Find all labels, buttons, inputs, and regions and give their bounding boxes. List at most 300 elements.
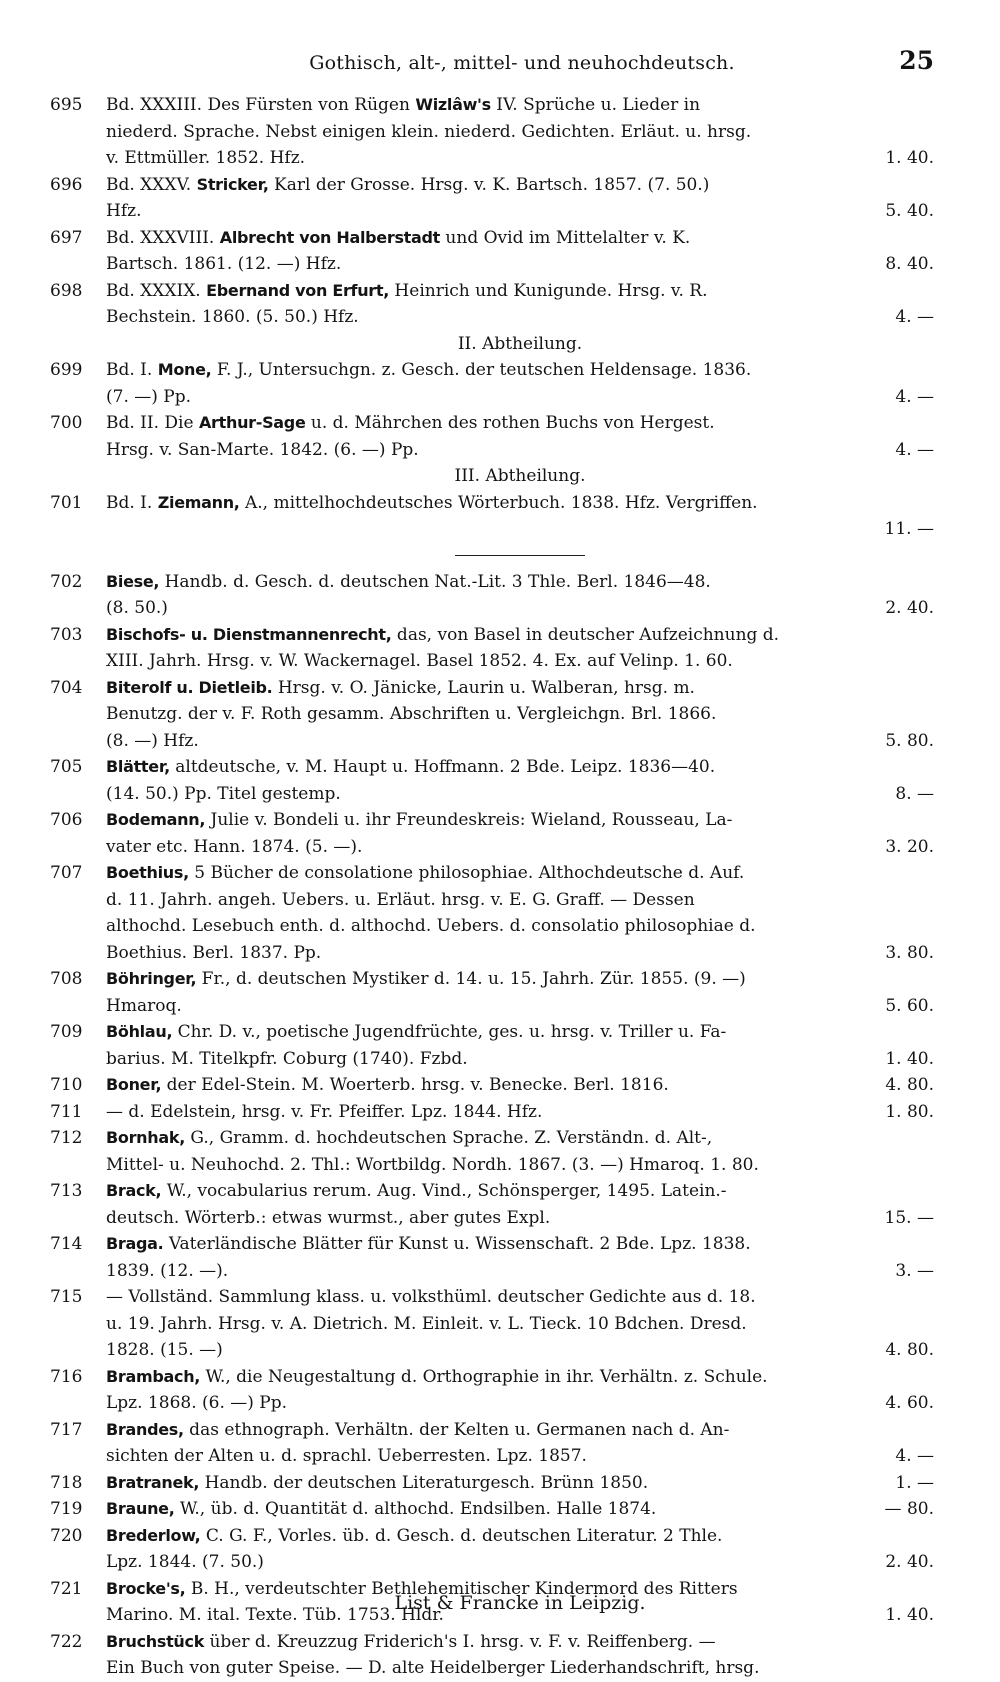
text-segment: G., Gramm. d. hochdeutschen Sprache. Z. Verständn. d. Alt-, [184,1128,713,1148]
running-title: Gothisch, alt-, mittel- und neuhochdeutsch. [309,52,735,74]
entry-text [106,1284,756,1311]
author-name: Biese, [106,571,160,591]
section-divider [50,543,934,569]
divider-line [455,555,585,556]
text-segment: Hrsg. v. San-Marte. 1842. (6. —) Pp. [106,439,419,460]
entry-line [106,913,934,940]
entry-text [106,357,751,384]
catalog-entry [50,1178,934,1231]
entry-line [106,940,934,967]
text-segment: Bd. XXXV. [106,174,197,195]
catalog-entry [50,1019,934,1072]
author-name: Braga. [106,1234,164,1253]
entry-number: 713 [50,1181,83,1201]
entry-line [106,1258,934,1285]
entry-body [106,1178,934,1231]
entry-line [106,490,934,517]
entry-body [106,225,934,278]
entry-text [106,1629,716,1656]
entry-text [106,119,751,146]
entry-number: 698 [50,280,83,301]
price: 1. 40. [885,1048,934,1069]
entry-line [106,1072,934,1099]
entry-number: 711 [50,1101,83,1122]
entry-number: 717 [50,1419,83,1440]
author-name: Brederlow, [106,1525,201,1545]
author-name: Böhringer, [106,969,197,988]
entry-number: 720 [50,1525,83,1546]
text-segment: 1828. (15. —) [106,1340,223,1360]
page-number: 25 [899,46,934,75]
entry-line [106,1417,934,1444]
entry-body [106,92,934,172]
entry-number: 721 [50,1578,83,1599]
entry-line [106,701,934,728]
entry-text [106,1523,722,1550]
text-segment: Lpz. 1844. (7. 50.) [106,1552,264,1572]
text-segment: über d. Kreuzzug Friderich's I. hrsg. v. F. v. Reiffenberg. — [204,1631,716,1652]
entry-text [106,1152,759,1179]
entry-text [106,993,182,1020]
publisher-footer: List & Francke in Leipzig. [394,1592,646,1614]
entry-text [106,410,715,437]
entry-body [106,1523,934,1576]
text-segment: sichten der Alten u. d. sprachl. Ueberresten. Lpz. 1857. [106,1446,587,1466]
text-segment: u. d. Mährchen des rothen Buchs von Hergest. [305,413,715,433]
author-name: Boner, [106,1075,162,1094]
entry-line [106,92,934,119]
author-name: Wizlâw's [415,95,491,114]
entry-body [106,754,934,807]
entry-body [106,1496,934,1523]
entry-text [106,1072,669,1099]
entry-text [106,595,168,622]
entry-text [106,225,690,252]
price: 11. — [884,519,934,539]
section-heading: III. Abtheilung. [454,466,586,486]
entry-body [106,172,934,225]
price: 5. 80. [885,730,934,751]
entry-text [106,622,779,649]
page-header [110,46,934,80]
author-name: Brambach, [106,1366,201,1386]
author-name: Mone, [157,360,212,379]
author-name: Brocke's, [106,1578,186,1598]
entry-line [106,1629,934,1656]
entry-body [106,490,934,543]
price: 15. — [884,1207,934,1228]
entry-number: 715 [50,1287,83,1307]
entry-body [106,966,934,1019]
entry-line [106,1311,934,1338]
author-name: Blätter, [106,757,170,776]
entry-number: 699 [50,360,83,380]
catalog-entry [50,966,934,1019]
author-name: Bischofs- u. Dienstmannenrecht, [106,624,392,644]
entry-text [106,966,746,993]
entry-text [106,1470,648,1497]
author-name: Boethius, [106,863,189,882]
entry-text [106,807,732,834]
text-segment: Mittel- u. Neuhochd. 2. Thl.: Wortbildg. Nordh. 1867. (3. —) Hmaroq. 1. 80. [106,1154,759,1175]
entry-text [106,198,141,225]
text-segment: der Edel-Stein. M. Woerterb. hrsg. v. Benecke. Berl. 1816. [161,1075,669,1095]
entry-body [106,410,934,463]
catalog-entry [50,225,934,278]
text-segment: Boethius. Berl. 1837. Pp. [106,942,322,963]
price: 1. 40. [885,1605,934,1625]
price: 8. 40. [885,254,934,274]
entry-number: 705 [50,757,83,777]
entry-body [106,1470,934,1497]
entry-line [106,410,934,437]
entry-text [106,304,359,331]
text-segment: B. H., verdeutschter Bethlehemitischer Kindermord des Ritters [185,1578,738,1599]
entry-body [106,622,934,675]
catalog-entry [50,807,934,860]
entry-line [106,437,934,464]
entry-text [106,1311,747,1338]
entry-line [106,198,934,225]
entry-text [106,1390,287,1417]
text-segment: d. 11. Jahrh. angeh. Uebers. u. Erläut. hrsg. v. E. G. Graff. — Dessen [106,889,695,910]
catalog-entry [50,490,934,543]
catalog-entry [50,278,934,331]
author-name: Brack, [106,1181,162,1200]
entry-text [106,1417,729,1444]
text-segment: Vaterländische Blätter für Kunst u. Wissenschaft. 2 Bde. Lpz. 1838. [163,1234,751,1254]
author-name: Böhlau, [106,1022,173,1041]
entry-line [106,595,934,622]
text-segment: 1839. (12. —). [106,1260,229,1281]
entry-number: 707 [50,863,83,883]
entry-line [106,781,934,808]
entry-line [106,1470,934,1497]
entry-body [106,1099,934,1126]
text-segment: u. 19. Jahrh. Hrsg. v. A. Dietrich. M. Einleit. v. L. Tieck. 10 Bdchen. Dresd. [106,1313,747,1334]
text-segment: Hmaroq. [106,995,182,1016]
author-name: Ziemann, [157,492,240,512]
entry-text [106,728,199,755]
catalog-entry [50,1470,934,1497]
text-segment: (8. —) Hfz. [106,730,199,751]
text-segment: Bd. XXXVIII. [106,227,220,248]
text-segment: Bd. XXXIII. Des Fürsten von Rügen [106,95,416,115]
entry-text [106,437,419,464]
text-segment: W., die Neugestaltung d. Orthographie in ihr. Verhältn. z. Schule. [200,1366,768,1387]
text-segment: — d. Edelstein, hrsg. v. Fr. Pfeiffer. Lpz. 1844. Hfz. [106,1101,543,1122]
entry-text [106,172,709,199]
entry-body [106,807,934,860]
text-segment: (14. 50.) Pp. Titel gestemp. [106,783,341,804]
price: 4. 80. [885,1340,934,1360]
text-segment: niederd. Sprache. Nebst einigen klein. niederd. Gedichten. Erläut. u. hrsg. [106,121,752,142]
entry-text [106,1496,656,1523]
entry-body [106,860,934,966]
entry-number: 722 [50,1631,83,1652]
catalog-entry [50,860,934,966]
text-segment: Bd. XXXIX. [106,280,207,301]
entry-text [106,648,733,675]
price: 1. 80. [885,1101,934,1122]
entry-text [106,278,707,305]
text-segment: Bartsch. 1861. (12. —) Hfz. [106,254,342,274]
author-name: Bratranek, [106,1472,200,1492]
entry-line [106,622,934,649]
text-segment: Bd. I. [106,360,158,380]
entry-line [106,1496,934,1523]
entry-text [106,1178,727,1205]
entry-line [106,1046,934,1073]
author-name: Biterolf u. Dietleib. [106,677,273,697]
entry-line [106,1125,934,1152]
entry-line [106,1152,934,1179]
entry-text [106,1364,768,1391]
price: 5. 40. [885,201,934,221]
entry-line [106,1549,934,1576]
catalog-entry [50,1523,934,1576]
entry-text [106,1655,759,1682]
text-segment: W., vocabularius rerum. Aug. Vind., Schönsperger, 1495. Latein.- [161,1181,727,1201]
entry-text [106,92,700,119]
price: 4. 80. [885,1075,934,1095]
price: 4. — [895,307,934,327]
entry-line [106,966,934,993]
entry-line [106,172,934,199]
author-name: Brandes, [106,1419,184,1439]
price: 4. 60. [885,1393,934,1413]
price: 1. — [895,1472,934,1493]
entry-number: 695 [50,95,83,115]
entry-line [106,304,934,331]
catalog-entry [50,1072,934,1099]
text-segment: XIII. Jahrh. Hrsg. v. W. Wackernagel. Basel 1852. 4. Ex. auf Velinp. 1. 60. [106,651,733,671]
catalog-entry [50,92,934,172]
author-name: Bodemann, [106,810,206,829]
text-segment: W., üb. d. Quantität d. althochd. Endsilben. Halle 1874. [174,1499,657,1519]
text-segment: Bd. II. Die [106,413,199,433]
entry-text [106,913,756,940]
text-segment: Benutzg. der v. F. Roth gesamm. Abschriften u. Vergleichgn. Brl. 1866. [106,704,717,724]
entry-line [106,807,934,834]
author-name: Arthur-Sage [198,413,306,432]
entry-body [106,1072,934,1099]
entry-text [106,1443,587,1470]
entry-line [106,1205,934,1232]
entry-number: 718 [50,1472,83,1493]
entry-line [106,145,934,172]
entry-number: 706 [50,810,83,830]
entry-text [106,1125,712,1152]
catalog-entry [50,1231,934,1284]
entry-text [106,701,716,728]
entry-line [106,675,934,702]
entry-number: 704 [50,677,83,698]
entry-text [106,490,758,517]
entry-text [106,1258,228,1285]
author-name: Braune, [106,1499,175,1518]
text-segment: (8. 50.) [106,598,168,618]
entry-number: 719 [50,1499,83,1519]
text-segment: Lpz. 1868. (6. —) Pp. [106,1393,288,1413]
entry-line [106,1337,934,1364]
catalog-entry [50,1125,934,1178]
price: 3. — [895,1260,934,1281]
author-name: Stricker, [196,174,269,194]
text-segment: Ein Buch von guter Speise. — D. alte Heidelberger Liederhandschrift, hrsg. [106,1658,760,1678]
entry-line [106,860,934,887]
entry-text [106,860,744,887]
text-segment: Bechstein. 1860. (5. 50.) Hfz. [106,307,359,327]
entry-text [106,145,305,172]
catalog-entry [50,1496,934,1523]
catalog-entry [50,1629,934,1682]
entry-text [106,675,695,702]
entry-number: 712 [50,1128,83,1148]
entry-body [106,1629,934,1682]
entry-text [106,1019,726,1046]
author-name: Bornhak, [106,1128,185,1147]
entry-line [106,1655,934,1682]
entry-text [106,1231,751,1258]
entry-text [106,1549,264,1576]
entry-number: 696 [50,174,83,195]
text-segment: C. G. F., Vorles. üb. d. Gesch. d. deutschen Literatur. 2 Thle. [200,1525,723,1546]
entry-body [106,1417,934,1470]
entry-number: 714 [50,1234,83,1254]
text-segment: das ethnograph. Verhältn. der Kelten u. Germanen nach d. An- [183,1419,730,1440]
text-segment: IV. Sprüche u. Lieder in [490,95,701,115]
entry-line [106,1523,934,1550]
entry-body [106,278,934,331]
entry-number: 716 [50,1366,83,1387]
entry-line [106,1364,934,1391]
text-segment: vater etc. Hann. 1874. (5. —). [106,836,363,857]
entry-number: 697 [50,227,83,248]
entry-line [106,993,934,1020]
text-segment: — Vollständ. Sammlung klass. u. volksthüml. deutscher Gedichte aus d. 18. [106,1287,756,1307]
text-segment: Chr. D. v., poetische Jugendfrüchte, ges. u. hrsg. v. Triller u. Fa- [172,1022,727,1042]
text-segment: Handb. der deutschen Literaturgesch. Brünn 1850. [199,1472,649,1493]
entry-number: 703 [50,624,83,645]
text-segment: F. J., Untersuchgn. z. Gesch. der teutschen Heldensage. 1836. [211,360,752,380]
entry-line [106,1099,934,1126]
entry-line [106,754,934,781]
catalog-entry [50,1364,934,1417]
entry-text [106,569,711,596]
author-name: Bruchstück [106,1631,205,1651]
entry-text [106,1046,468,1073]
text-segment: Fr., d. deutschen Mystiker d. 14. u. 15. Jahrh. Zür. 1855. (9. —) [196,969,746,989]
price: 2. 40. [885,598,934,618]
catalog-entry [50,1417,934,1470]
entry-line [106,1443,934,1470]
catalog-entry [50,357,934,410]
entry-body [106,569,934,622]
price: — 80. [884,1499,934,1519]
entry-line [106,648,934,675]
catalog-entry [50,622,934,675]
price: 3. 20. [885,836,934,857]
text-segment: das, von Basel in deutscher Aufzeichnung d. [391,624,780,645]
entries-list [50,92,934,1682]
text-segment: Marino. M. ital. Texte. Tüb. 1753. Hldr. [106,1605,444,1625]
text-segment: barius. M. Titelkpfr. Coburg (1740). Fzbd. [106,1048,468,1069]
entry-text [106,1205,550,1232]
entry-line [106,225,934,252]
text-segment: Handb. d. Gesch. d. deutschen Nat.-Lit. 3 Thle. Berl. 1846—48. [159,571,711,592]
catalog-entry [50,754,934,807]
entry-body [106,1231,934,1284]
entry-body [106,1019,934,1072]
text-segment: althochd. Lesebuch enth. d. althochd. Uebers. d. consolatio philosophiae d. [106,916,756,936]
entry-body [106,1364,934,1417]
catalog-entry [50,569,934,622]
price: 2. 40. [885,1552,934,1572]
entry-line [106,278,934,305]
entry-line [106,357,934,384]
text-segment: A., mittelhochdeutsches Wörterbuch. 1838. Hfz. Vergriffen. [239,492,758,513]
entry-number: 710 [50,1075,83,1095]
price: 1. 40. [885,148,934,168]
text-segment: Bd. I. [106,492,158,513]
entry-line [106,1390,934,1417]
entry-body [106,675,934,755]
entry-line [106,887,934,914]
entry-line [106,1178,934,1205]
entry-text [106,781,341,808]
text-segment: 5 Bücher de consolatione philosophiae. Althochdeutsche d. Auf. [188,863,745,883]
section-heading: II. Abtheilung. [457,333,583,354]
entry-text [106,251,341,278]
catalog-entry [50,1099,934,1126]
entry-number: 701 [50,492,83,513]
price: 4. — [895,1446,934,1466]
price: 3. 80. [885,942,934,963]
price: 4. — [895,439,934,460]
entry-text [106,1099,542,1126]
text-segment: altdeutsche, v. M. Haupt u. Hoffmann. 2 Bde. Leipz. 1836—40. [169,757,716,777]
price: 4. — [895,386,934,407]
catalog-entry [50,172,934,225]
entry-body [106,1284,934,1364]
text-segment: Karl der Grosse. Hrsg. v. K. Bartsch. 1857. (7. 50.) [268,174,710,195]
text-segment: Heinrich und Kunigunde. Hrsg. v. R. [389,280,708,301]
catalog-entry [50,410,934,463]
author-name: Ebernand von Erfurt, [206,280,390,300]
catalog-entry [50,675,934,755]
author-name: Albrecht von Halberstadt [219,227,441,247]
entry-body [106,1125,934,1178]
price: 5. 60. [885,995,934,1016]
text-segment: und Ovid im Mittelalter v. K. [440,227,691,248]
text-segment: deutsch. Wörterb.: etwas wurmst., aber gutes Expl. [106,1207,551,1228]
entry-text [106,887,695,914]
text-segment: v. Ettmüller. 1852. Hfz. [106,148,306,168]
entry-line [106,1019,934,1046]
entry-line [106,251,934,278]
entry-number: 700 [50,413,83,433]
text-segment: Hfz. [106,201,142,221]
entry-number: 702 [50,571,83,592]
entry-text [106,754,715,781]
catalog-entry [50,1284,934,1364]
entry-line [106,834,934,861]
entry-line [106,569,934,596]
entry-number: 708 [50,969,83,989]
entry-line [106,119,934,146]
entry-line [106,516,934,543]
